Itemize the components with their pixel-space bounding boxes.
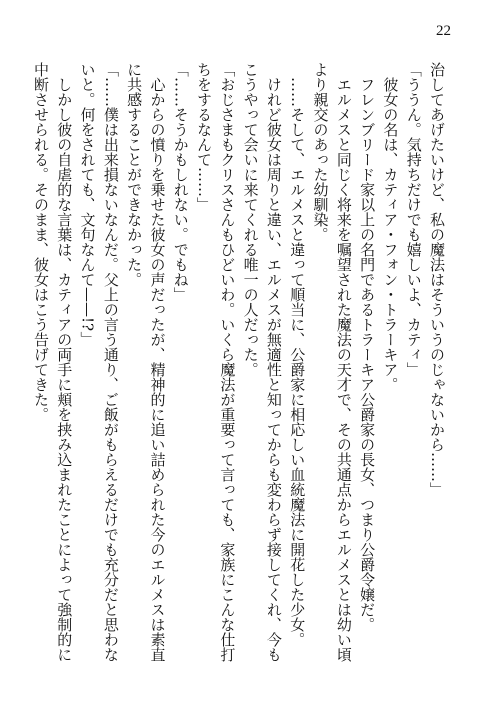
- text-line: フレンブリード家以上の名門であるトラーキア公爵家の長女、つまり公爵令嬢だ。: [358, 62, 377, 632]
- page-number: 22: [436, 23, 451, 39]
- text-line: 彼女の名は、カティア・フォン・トラーキア。: [381, 62, 400, 392]
- text-line: しかし彼の自虐的な言葉は、カティアの両手に頬を挟み込まれたことによって強制的に中断させられる。そのまま、彼女はこう告げてきた。: [31, 62, 74, 662]
- text-line: 「ううん。気持ちだけでも嬉しいよ、カティ」: [404, 62, 423, 377]
- text-line: 「……僕は出来損ないなんだ。父上の言う通り、ご飯がもらえるだけでも充分だと思わないと。何をされても、文句なんて——!?」: [78, 62, 120, 662]
- text-line: けれど彼女は周りと違い、エルメスが無適性と知ってからも変わらず接してくれ、今もこうやって会いに来てくれる唯一の人だった。: [241, 62, 283, 662]
- text-line: ……そして、エルメスと違って順当に、公爵家に相応しい血統魔法に開花した少女。: [288, 62, 307, 647]
- text-line: 「……そうかもしれない。でもね」: [171, 62, 190, 302]
- text-line: 心からの憤りを乗せた彼女の声だったが、精神的に追い詰められた今のエルメスは素直に共感することができなかった。: [125, 62, 167, 662]
- text-line: 「おじさまもクリスさんもひどいわ。いくら魔法が重要って言っても、家族にこんな仕打ちをするなんて……」: [195, 62, 237, 662]
- novel-text-column-block: [31, 62, 448, 674]
- text-line: エルメスと同じく将来を嘱望された魔法の天才で、その共通点からエルメスとは幼い頃より親交のあった幼馴染。: [311, 62, 353, 662]
- text-line: 治してあげたいけど、私の魔法はそういうのじゃないから……」: [428, 62, 446, 497]
